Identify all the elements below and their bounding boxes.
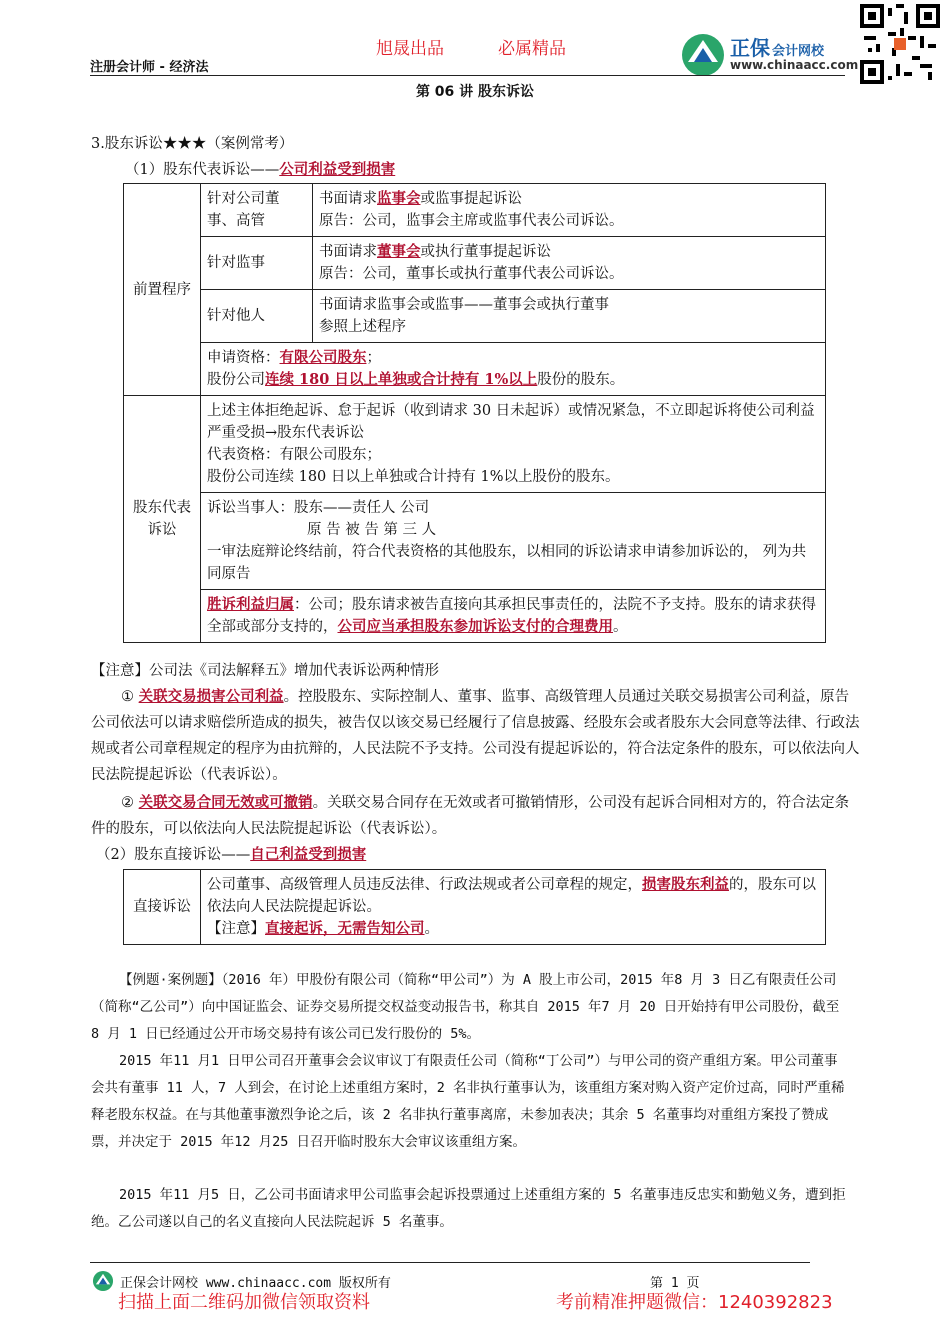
subsection-2 bbox=[96, 842, 366, 868]
footer-right-promo: 考前精准押题微信：1240392823 bbox=[556, 1292, 833, 1313]
course-name: 注册会计师 - 经济法 bbox=[90, 60, 209, 75]
footer-page: 第 1 页 bbox=[650, 1276, 700, 1291]
lecture-title: 第 06 讲 股东诉讼 bbox=[415, 84, 535, 100]
note-2: ② 关联交易合同无效或可撤销。关联交易合同存在无效或者可撤销情形，公司没有起诉合同相对方的，符合法定条件的股东，可以依法向人民法院提起诉讼（代表诉讼）。 bbox=[91, 794, 850, 837]
qualification: 申请资格：有限公司股东； 股份公司连续 180 日以上单独或合计持有 1%以上股份的股东。 bbox=[201, 343, 826, 396]
note-title: 【注意】公司法《司法解释五》增加代表诉讼两种情形 bbox=[91, 663, 439, 679]
derivative-suit-table bbox=[123, 183, 826, 643]
logo-icon bbox=[680, 32, 726, 78]
footer-left-promo: 扫描上面二维码加微信领取资料 bbox=[118, 1292, 370, 1313]
example-paragraph-3: 2015 年11 月5 日，乙公司书面请求甲公司监事会起诉投票通过上述重组方案的 5 名董事违反忠实和勤勉义务，遭到拒绝。乙公司遂以自己的名义直接向人民法院起诉 5 名董事。 bbox=[91, 1187, 846, 1230]
slogan-right: 必属精品 bbox=[498, 39, 566, 59]
suit-benefit: 胜诉利益归属：公司；股东请求被告直接向其承担民事责任的，法院不予支持。股东的请求获得全部或部分支持的，公司应当承担股东参加诉讼支付的合理费用。 bbox=[201, 590, 826, 643]
slogan-left: 旭晟出品 bbox=[376, 39, 444, 59]
subsection-2-label: （2）股东直接诉讼—— bbox=[96, 847, 251, 863]
direct-suit-content: 公司董事、高级管理人员违反法律、行政法规或者公司章程的规定，损害股东利益的，股东可以依法向人民法院提起诉讼。 【注意】直接起诉，无需告知公司。 bbox=[201, 870, 826, 945]
logo-sub: 会计网校 bbox=[772, 44, 825, 59]
group-derivative-suit: 股东代表诉讼 bbox=[124, 396, 201, 643]
procedure-directors: 书面请求监事会或监事提起诉讼 原告：公司，监事会主席或监事代表公司诉讼。 bbox=[313, 184, 826, 237]
suit-parties: 诉讼当事人：股东——责任人 公司 原 告 被 告 第 三 人 一审法庭辩论终结前，符合代表资格的其他股东，以相同的诉讼请求申请参加诉讼的， 列为共同原告 bbox=[201, 493, 826, 590]
qr-code bbox=[860, 4, 940, 84]
footer-rule bbox=[90, 1262, 810, 1263]
example-paragraph-2: 2015 年11 月1 日甲公司召开董事会会议审议丁有限责任公司（简称“丁公司”）与甲公司的资产重组方案。甲公司董事会共有董事 11 人，7 人到会，在讨论上述重组方案时，2 名非执行董事认为，该重组方案对购入资产定价过高，同时严重稀释老股东权益。在与其他董事激烈争论之后，该 2 名非执行董事离席，未参加表决；其余 5 名董事均对重组方案投了赞成票，并决定于 2015 年12 月25 日召开临时股东大会审议该重组方案。 bbox=[91, 1053, 845, 1150]
direct-suit-label: 直接诉讼 bbox=[124, 870, 201, 945]
note-1: ① 关联交易损害公司利益。控股股东、实际控制人、董事、监事、高级管理人员通过关联交易损害公司利益，原告公司依法可以请求赔偿所造成的损失，被告仅以该交易已经履行了信息披露、经股东会或者股东大会同意等法律、行政法规或者公司章程规定的程序为由抗辩的，人民法院不予支持。公司没有提起诉讼的，符合法定条件的股东，可以依法向人民法院提起诉讼（代表诉讼）。 bbox=[91, 688, 860, 783]
target-supervisors: 针对监事 bbox=[201, 237, 313, 290]
procedure-supervisors: 书面请求董事会或执行董事提起诉讼 原告：公司，董事长或执行董事代表公司诉讼。 bbox=[313, 237, 826, 290]
footer-copyright: 正保会计网校 www.chinaacc.com 版权所有 bbox=[120, 1276, 391, 1291]
example-paragraph-1: 【例题·案例题】（2016 年）甲股份有限公司（简称“甲公司”）为 A 股上市公司，2015 年8 月 3 日乙有限责任公司（简称“乙公司”）向中国证监会、证券交易所提交权益变动报告书，称其自 2015 年7 月 20 日开始持有甲公司股份，截至 8 月 1 日已经通过公开市场交易持有该公司已发行股份的 5%。 bbox=[91, 972, 840, 1042]
brand-logo bbox=[680, 30, 859, 80]
logo-url: www.chinaacc.com bbox=[730, 58, 859, 72]
target-others: 针对他人 bbox=[201, 290, 313, 343]
subsection-2-key: 自己利益受到损害 bbox=[250, 846, 367, 863]
footer-logo-icon bbox=[92, 1270, 114, 1292]
subsection-1 bbox=[125, 157, 395, 183]
direct-suit-table bbox=[123, 869, 826, 945]
logo-name: 正保 bbox=[730, 36, 770, 60]
target-directors: 针对公司董事、高管 bbox=[201, 184, 313, 237]
procedure-others: 书面请求监事会或监事——董事会或执行董事 参照上述程序 bbox=[313, 290, 826, 343]
section-heading: 3.股东诉讼★★★（案例常考） bbox=[91, 136, 294, 152]
subsection-1-label: （1）股东代表诉讼—— bbox=[125, 162, 280, 178]
group-pre-procedure: 前置程序 bbox=[124, 184, 201, 396]
header-rule bbox=[90, 75, 845, 76]
suit-conditions: 上述主体拒绝起诉、怠于起诉（收到请求 30 日未起诉）或情况紧急，不立即起诉将使公司利益严重受损→股东代表诉讼 代表资格：有限公司股东； 股份公司连续 180 日以上单独或合计持有 1%以上股份的股东。 bbox=[201, 396, 826, 493]
subsection-1-key: 公司利益受到损害 bbox=[279, 161, 396, 178]
